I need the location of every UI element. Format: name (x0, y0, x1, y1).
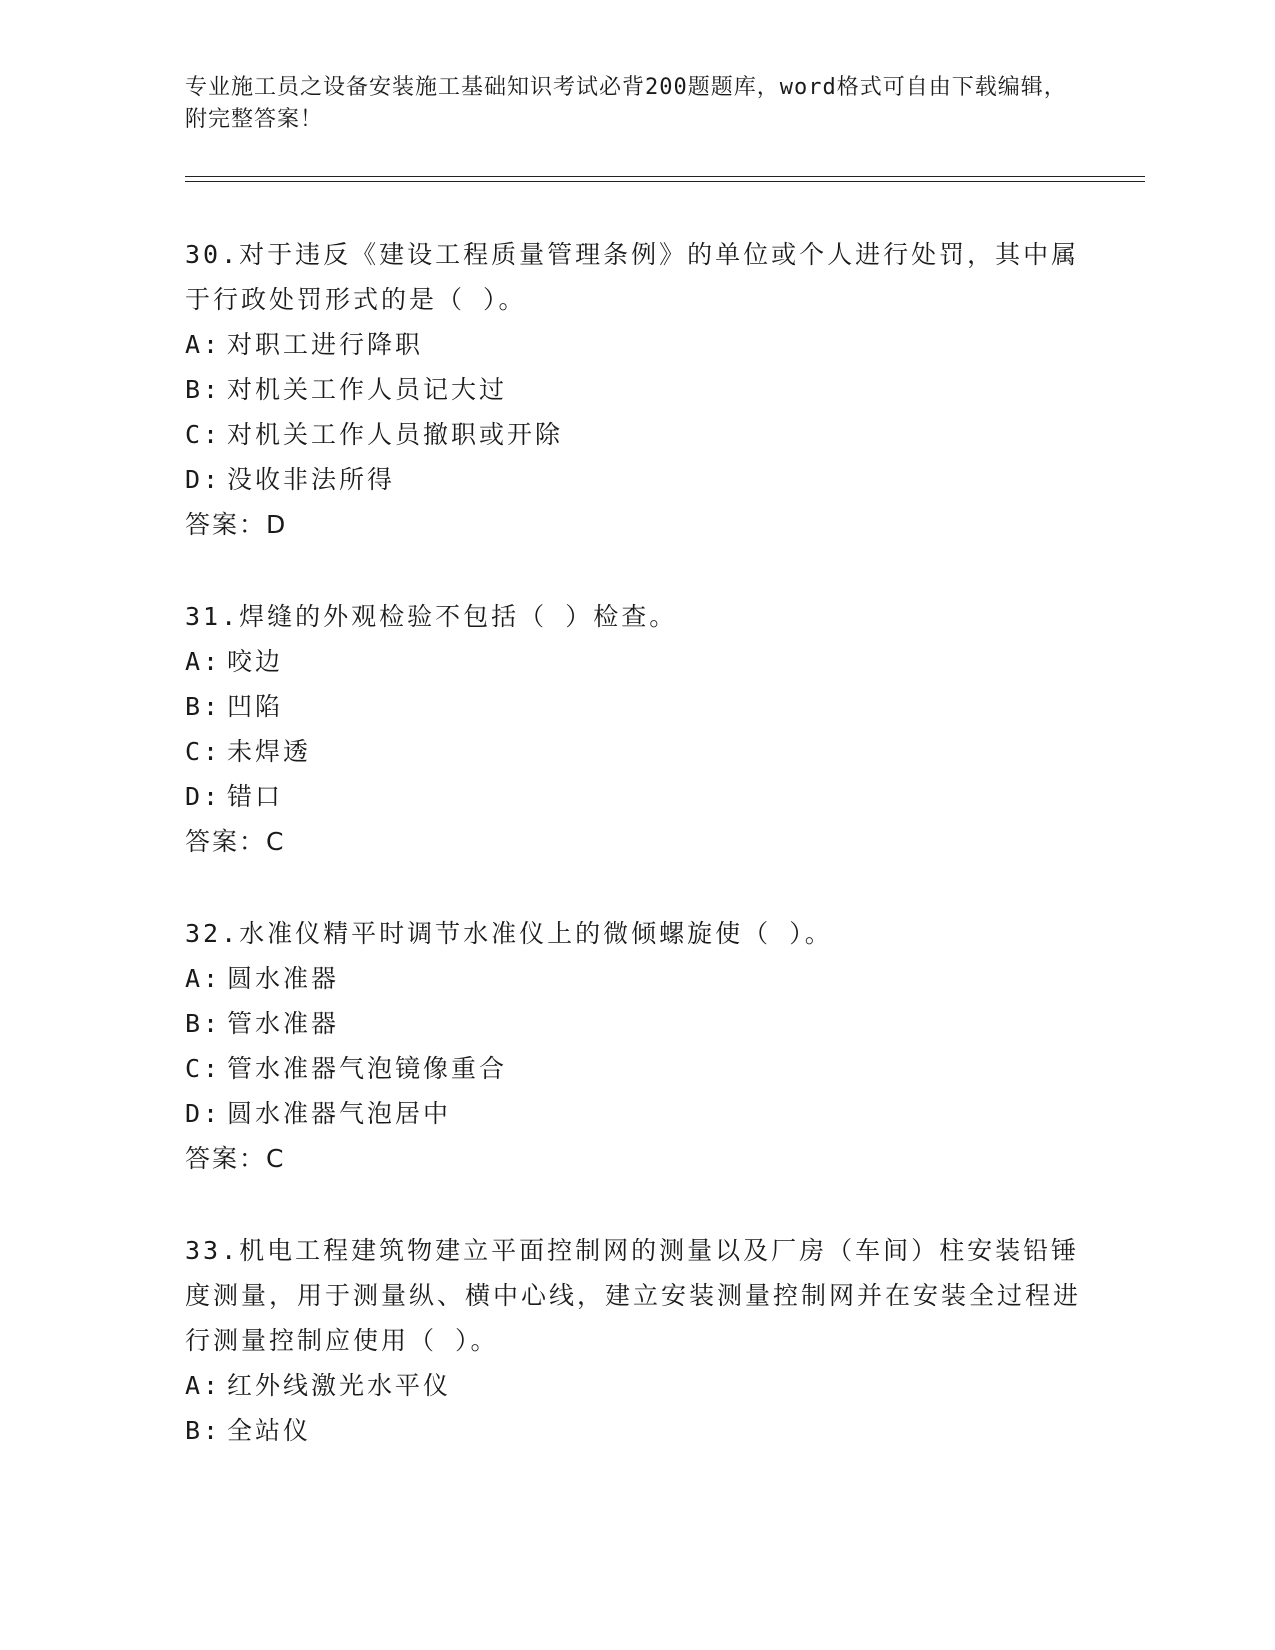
option-text: 未焊透 (227, 737, 312, 766)
option-text: 圆水准器 (227, 964, 340, 993)
option-key: B: (185, 1009, 222, 1038)
answer-label: 答案： (185, 510, 267, 539)
option-text: 对机关工作人员记大过 (227, 375, 508, 404)
option-key: B: (185, 1416, 222, 1445)
option-text: 没收非法所得 (227, 465, 396, 494)
option-key: C: (185, 420, 222, 449)
option-text: 咬边 (227, 647, 284, 676)
question-33 (185, 1228, 1085, 1453)
option-a (185, 322, 1085, 367)
answer-label: 答案： (185, 827, 267, 856)
option-b (185, 684, 1085, 729)
option-key: D: (185, 1099, 222, 1128)
option-key: B: (185, 375, 222, 404)
option-text: 管水准器 (227, 1009, 340, 1038)
answer-value: C (266, 1144, 286, 1173)
question-text: 31.焊缝的外观检验不包括（ ）检查。 (185, 602, 678, 631)
option-d (185, 457, 1085, 502)
option-a (185, 1363, 1085, 1408)
question-text: 33.机电工程建筑物建立平面控制网的测量以及厂房（车间）柱安装铅锤度测量，用于测量纵、横中心线，建立安装测量控制网并在安装全过程进行测量控制应使用（ ）。 (185, 1236, 1082, 1355)
option-text: 红外线激光水平仪 (227, 1371, 452, 1400)
option-text: 凹陷 (227, 692, 284, 721)
option-key: B: (185, 692, 222, 721)
answer-label: 答案： (185, 1144, 267, 1173)
option-key: A: (185, 330, 222, 359)
question-text: 30.对于违反《建设工程质量管理条例》的单位或个人进行处罚，其中属于行政处罚形式的是（ ）。 (185, 240, 1080, 314)
option-key: A: (185, 1371, 222, 1400)
option-text: 管水准器气泡镜像重合 (227, 1054, 508, 1083)
option-key: D: (185, 465, 222, 494)
option-b (185, 367, 1085, 412)
header-divider-bottom (185, 181, 1145, 182)
option-text: 全站仪 (227, 1416, 312, 1445)
option-key: C: (185, 1054, 222, 1083)
header-divider-top (185, 176, 1145, 177)
question-31 (185, 594, 1085, 865)
option-c (185, 1046, 1085, 1091)
option-text: 圆水准器气泡居中 (227, 1099, 452, 1128)
answer-line (185, 502, 1085, 548)
option-d (185, 774, 1085, 819)
option-text: 对机关工作人员撤职或开除 (227, 420, 564, 449)
option-c (185, 729, 1085, 774)
question-30 (185, 232, 1085, 548)
question-text: 32.水准仪精平时调节水准仪上的微倾螺旋使（ ）。 (185, 919, 833, 948)
option-text: 对职工进行降职 (227, 330, 424, 359)
option-key: D: (185, 782, 222, 811)
question-list (185, 232, 1085, 1499)
option-a (185, 639, 1085, 684)
option-key: C: (185, 737, 222, 766)
option-key: A: (185, 647, 222, 676)
option-d (185, 1091, 1085, 1136)
answer-value: C (266, 827, 286, 856)
answer-line (185, 1136, 1085, 1182)
option-c (185, 412, 1085, 457)
answer-value: D (266, 510, 288, 539)
answer-line (185, 819, 1085, 865)
option-text: 错口 (227, 782, 284, 811)
option-a (185, 956, 1085, 1001)
question-32 (185, 911, 1085, 1182)
option-b (185, 1408, 1085, 1453)
option-key: A: (185, 964, 222, 993)
option-b (185, 1001, 1085, 1046)
document-header-title: 专业施工员之设备安装施工基础知识考试必背200题题库，word格式可自由下载编辑，附完整答案！ (185, 75, 1067, 132)
